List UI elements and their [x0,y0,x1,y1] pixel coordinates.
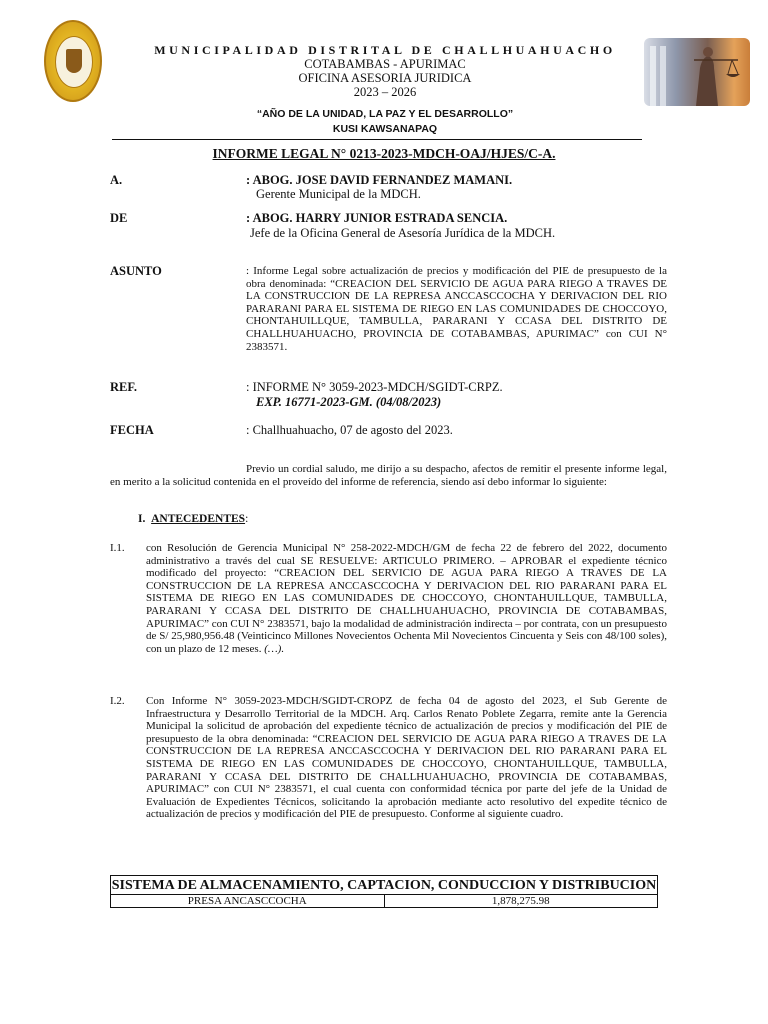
to-role: Gerente Municipal de la MDCH. [256,187,421,201]
from-label: DE [110,211,128,225]
ref-expediente: EXP. 16771-2023-GM. (04/08/2023) [256,395,442,409]
item-text: con Resolución de Gerencia Municipal N° 258-2022-MDCH/GM de fecha 22 de febrero del 2022, documento administrativo a través del cual SE RESUELVE: ARTICULO PRIMERO. – APROBAR el expediente técnico modificado del proyecto: “CREACION DEL SERVICIO DE AGUA PARA RIEGO A TRAVES DE LA CONSTRUCCION DE LA REPRESA ANCCASCCOCHA Y DERIVACION DEL RIO PARARANI PARA EL SISTEMA DE RIEGO EN LAS COMUNIDADES DE CHOCCOYO, CHONTAHUILLQUE, TAMBULLA, PARARANI Y CCASA DEL DISTRITO DE CHALLHUAHUACHO, PROVINCIA DE COTABAMBAS, APURIMAC” con CUI N° 2383571, bajo la modalidad de administración indirecta – por contrata, con un presupuesto de S/ 25,980,956.48 (Veinticinco Millones Novecientos Ochenta Mil Novecientos Cincuenta y Seis con 48/100 soles), con un plazo de 12 meses. [146,542,667,655]
table-heading: SISTEMA DE ALMACENAMIENTO, CAPTACION, CONDUCCION Y DISTRIBUCION [111,876,658,895]
table-header-row [111,876,658,895]
quechua-slogan: KUSI KAWSANAPAQ [332,123,438,135]
table-cell-amount: 1,878,275.98 [384,895,658,908]
list-item [146,695,667,821]
table-row [111,895,658,908]
budget-table [110,875,658,908]
ref-report: : INFORME N° 3059-2023-MDCH/SGIDT-CRPZ. [246,380,503,394]
from-role: Jefe de la Oficina General de Asesoría Jurídica de la MDCH. [250,226,556,240]
office-line: OFICINA ASESORIA JURIDICA [298,71,472,85]
item-number: I.2. [110,695,125,707]
item-number: I.1. [110,542,125,554]
ref-label: REF. [110,380,137,394]
date-label: FECHA [110,423,154,437]
section-heading [138,513,248,525]
municipality-name: MUNICIPALIDAD DISTRITAL DE CHALLHUAHUACHO [154,43,616,57]
header-divider [112,139,642,140]
to-label: A. [110,173,123,187]
subject-text: : Informe Legal sobre actualización de precios y modificación del PIE de presupuesto de la obra denominada: “CREACION DEL SERVICIO DE AGUA PARA RIEGO A TRAVES DE LA CONSTRUCCION DE LA REPRESA ANCCASCCOCHA Y DERIVACION DEL RIO PARARANI PARA EL SISTEMA DE RIEGO EN LAS COMUNIDADES DE CHOCCOYO, CHONTAHUILLQUE, TAMBULLA, PARARANI Y CCASA DEL DISTRITO DE CHALLHUAHUACHO, PROVINCIA DE COTABAMBAS, APURIMAC” con CUI N° 2383571. [246,265,667,353]
section-colon: : [245,513,249,525]
to-name: : ABOG. JOSE DAVID FERNANDEZ MAMANI. [246,173,513,187]
table-cell-item: PRESA ANCASCCOCHA [111,895,385,908]
section-title: ANTECEDENTES [151,513,246,525]
item-tail: (…). [264,642,285,655]
subject-label: ASUNTO [110,264,162,278]
from-name: : ABOG. HARRY JUNIOR ESTRADA SENCIA. [246,211,508,225]
date-value: : Challhuahuacho, 07 de agosto del 2023. [246,423,453,437]
item-text: Con Informe N° 3059-2023-MDCH/SGIDT-CROPZ de fecha 04 de agosto del 2023, el Sub Gerente de Infraestructura y Desarrollo Territorial de la MDCH. Arq. Carlos Renato Poblete Zegarra, remite ante la Gerencia Municipal la solicitud de aprobación del expediente técnico de actualización de precios y modificación del PIE de presupuesto de la obra denominada: “CREACION DEL SERVICIO DE AGUA PARA RIEGO A TRAVES DE LA CONSTRUCCION DE LA REPRESA ANCCASCCOCHA Y DERIVACION DEL RIO PARARANI PARA EL SISTEMA DE RIEGO EN LAS COMUNIDADES DE CHOCCOYO, CHONTAHUILLQUE, TAMBULLA, PARARANI Y CCASA DEL DISTRITO DE CHALLHUAHUACHO, PROVINCIA DE COTABAMBAS, APURIMAC” con CUI N° 2383571, el cual cuenta con conformidad técnica por parte del jefe de la Unidad de Evaluación de Expedientes Técnicos, solicitando la aprobación mediante acto resolutivo del expedite técnico de actualización de precios y modificación del PIE de presupuesto. Conforme al siguiente cuadro. [146,695,667,821]
report-title: INFORME LEGAL N° 0213-2023-MDCH-OAJ/HJES/C-A. [212,146,556,161]
section-number: I. [138,513,146,525]
period-line: 2023 – 2026 [353,85,417,99]
year-slogan: “AÑO DE LA UNIDAD, LA PAZ Y EL DESARROLLO” [256,108,514,120]
province-line: COTABAMBAS - APURIMAC [304,57,466,71]
municipal-seal-logo [44,20,102,102]
justice-statue-image [644,38,750,106]
intro-paragraph: Previo un cordial saludo, me dirijo a su despacho, afectos de remitir el presente informe legal, en merito a la solicitud contenida en el proveído del informe de referencia, siendo así debo informar lo siguiente: [110,463,667,488]
list-item [146,542,667,655]
